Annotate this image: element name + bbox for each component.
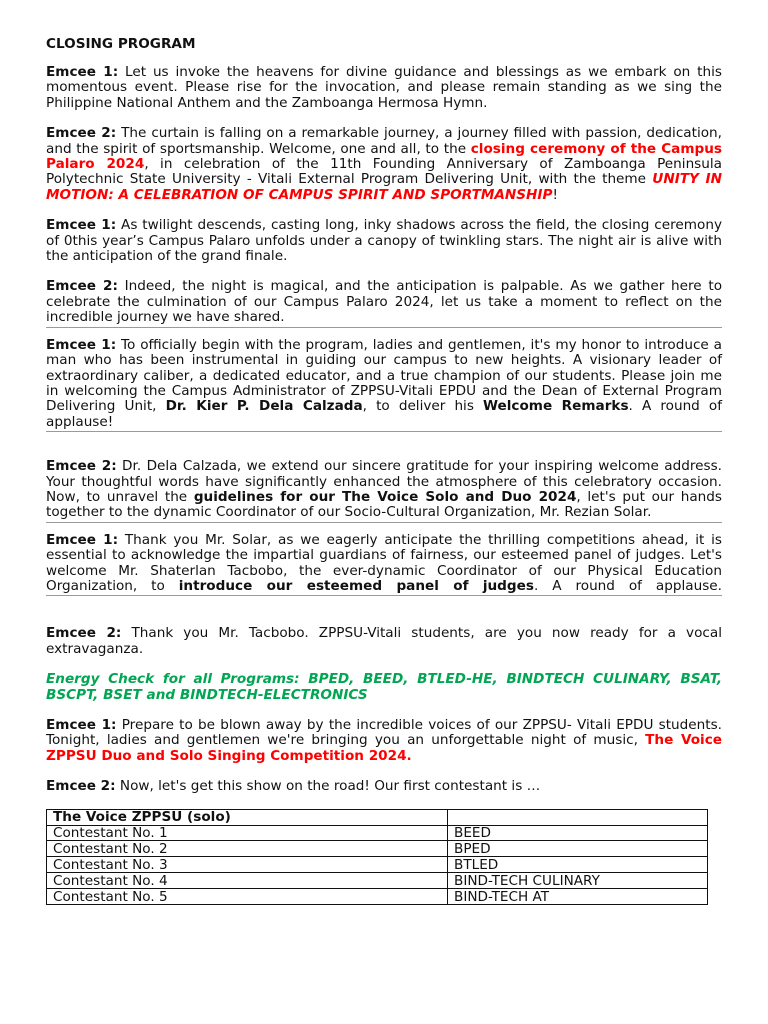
table-header-row [47, 809, 708, 825]
paragraph-twilight [46, 218, 722, 264]
contestant-program: BIND-TECH CULINARY [448, 873, 708, 889]
program-segment: introduce our esteemed panel of judges [178, 577, 534, 594]
paragraph-guidelines [46, 459, 722, 523]
speaker-label: Emcee 2: [46, 278, 118, 295]
paragraph-competition-intro [46, 718, 722, 764]
table-header-cell: The Voice ZPPSU (solo) [47, 809, 448, 825]
paragraph-text: The curtain is falling on a remarkable journey, a journey filled with passion, dedication, and the spirit of sportsmanship. Welcome, one and all, to the [46, 125, 722, 157]
paragraph-invocation [46, 65, 722, 111]
paragraph-first-contestant [46, 779, 722, 794]
speaker-label: Emcee 1: [46, 717, 117, 733]
paragraph-text: Indeed, the night is magical, and the anticipation is palpable. As we gather here to celebrate the culmination of our Campus Palaro 2024, let us take a moment to reflect on the incredible journey we have shared. [46, 278, 723, 326]
paragraph-text: ! [552, 186, 558, 203]
contestant-program: BTLED [448, 857, 708, 873]
competition-highlight: The Voice ZPPSU Duo and Solo Singing Competition 2024. [46, 732, 722, 764]
speaker-label: Emcee 1: [46, 531, 119, 548]
paragraph-welcome-remarks [46, 338, 722, 432]
table-header-cell [448, 809, 708, 825]
program-heading: CLOSING PROGRAM [46, 36, 196, 52]
paragraph-judges [46, 533, 722, 597]
paragraph-text: Dr. Dela Calzada, we extend our sincere gratitude for your inspiring welcome address. Your thoughtful words have significantly enhanced the atmosphere of this celebratory occasion. Now, to unravel the [46, 458, 722, 505]
theme-highlight: UNITY IN MOTION: A CELEBRATION OF CAMPUS SPIRIT AND SPORTMANSHIP [46, 171, 722, 203]
speaker-label: Emcee 2: [46, 625, 122, 642]
contestant-number: Contestant No. 3 [47, 857, 448, 873]
speaker-label: Emcee 2: [46, 458, 117, 475]
speaker-name: Dr. Kier P. Dela Calzada [165, 398, 363, 415]
contestant-number: Contestant No. 2 [47, 841, 448, 857]
paragraph-text: Thank you Mr. Tacbobo. ZPPSU-Vitali students, are you now ready for a vocal extravaganza. [46, 625, 722, 657]
contestant-number: Contestant No. 5 [47, 889, 448, 905]
table-row [47, 825, 708, 841]
energy-check-note: Energy Check for all Programs: BPED, BEED, BTLED-HE, BINDTECH CULINARY, BSAT, BSCPT, BSET and BINDTECH-ELECTRONICS [46, 671, 722, 703]
contestant-program: BPED [448, 841, 708, 857]
contestant-table [46, 809, 708, 905]
contestant-program: BEED [448, 825, 708, 841]
speaker-label: Emcee 1: [46, 336, 117, 353]
contestant-number: Contestant No. 1 [47, 825, 448, 841]
table-row [47, 841, 708, 857]
contestant-number: Contestant No. 4 [47, 873, 448, 889]
table-row [47, 857, 708, 873]
table-row [47, 889, 708, 905]
document-page [46, 36, 722, 905]
speaker-label: Emcee 1: [46, 64, 119, 80]
table-row [47, 873, 708, 889]
paragraph-welcome [46, 126, 722, 203]
program-segment: guidelines for our The Voice Solo and Duo 2024 [193, 488, 577, 505]
paragraph-text: Let us invoke the heavens for divine guidance and blessings as we embark on this momentous event. Please rise for the invocation, and please remain standing as we sing the Philippine National Anthem and the Zamboanga Hermosa Hymn. [46, 64, 722, 111]
speaker-label: Emcee 2: [46, 125, 117, 142]
speaker-label: Emcee 2: [46, 778, 116, 795]
paragraph-vocal-extravaganza [46, 626, 722, 657]
paragraph-text: , to deliver his [362, 398, 484, 415]
paragraph-text: To officially begin with the program, ladies and gentlemen, it's my honor to introduce a man who has been instrumental in guiding our campus to new heights. A visionary leader of extraordinary caliber, a dedicated educator, and a true champion of our students. Please join me in welcoming the Campus Administrator of ZPPSU-Vitali EPDU and the Dean of External Program Delivering Unit, [46, 336, 722, 415]
paragraph-text: , let's put our hands together to the dynamic Coordinator of our Socio-Cultural Organization, Mr. Rezian Solar. [46, 488, 723, 521]
speaker-label: Emcee 1: [46, 217, 117, 234]
paragraph-text: As twilight descends, casting long, inky shadows across the field, the closing ceremony of 0this year’s Campus Palaro unfolds under a canopy of twinkling stars. The night air is alive with the anticipation of the grand finale. [46, 217, 722, 265]
paragraph-text: Thank you Mr. Solar, as we eagerly anticipate the thrilling competitions ahead, it is essential to acknowledge the impartial guardians of fairness, our esteemed panel of judges. Let's welcome Mr. Shaterlan Tacbobo, the ever-dynamic Coordinator of our Physical Education Organization, to [46, 531, 723, 594]
program-segment: Welcome Remarks [483, 398, 629, 415]
paragraph-text: . A round of applause. [533, 577, 722, 594]
paragraph-magical-night [46, 279, 722, 327]
paragraph-text: Now, let's get this show on the road! Our first contestant is … [115, 778, 541, 795]
event-highlight: closing ceremony of the Campus Palaro 2024 [46, 140, 723, 173]
contestant-program: BIND-TECH AT [448, 889, 708, 905]
paragraph-text: Prepare to be blown away by the incredible voices of our ZPPSU- Vitali EPDU students. Tonight, ladies and gentlemen we're bringing you an unforgettable night of music, [46, 717, 723, 749]
paragraph-text: . A round of applause! [46, 398, 722, 430]
paragraph-text: , in celebration of the 11th Founding Anniversary of Zamboanga Peninsula Polytechnic State University - Vitali External Program Delivering Unit, with the theme [46, 156, 722, 188]
